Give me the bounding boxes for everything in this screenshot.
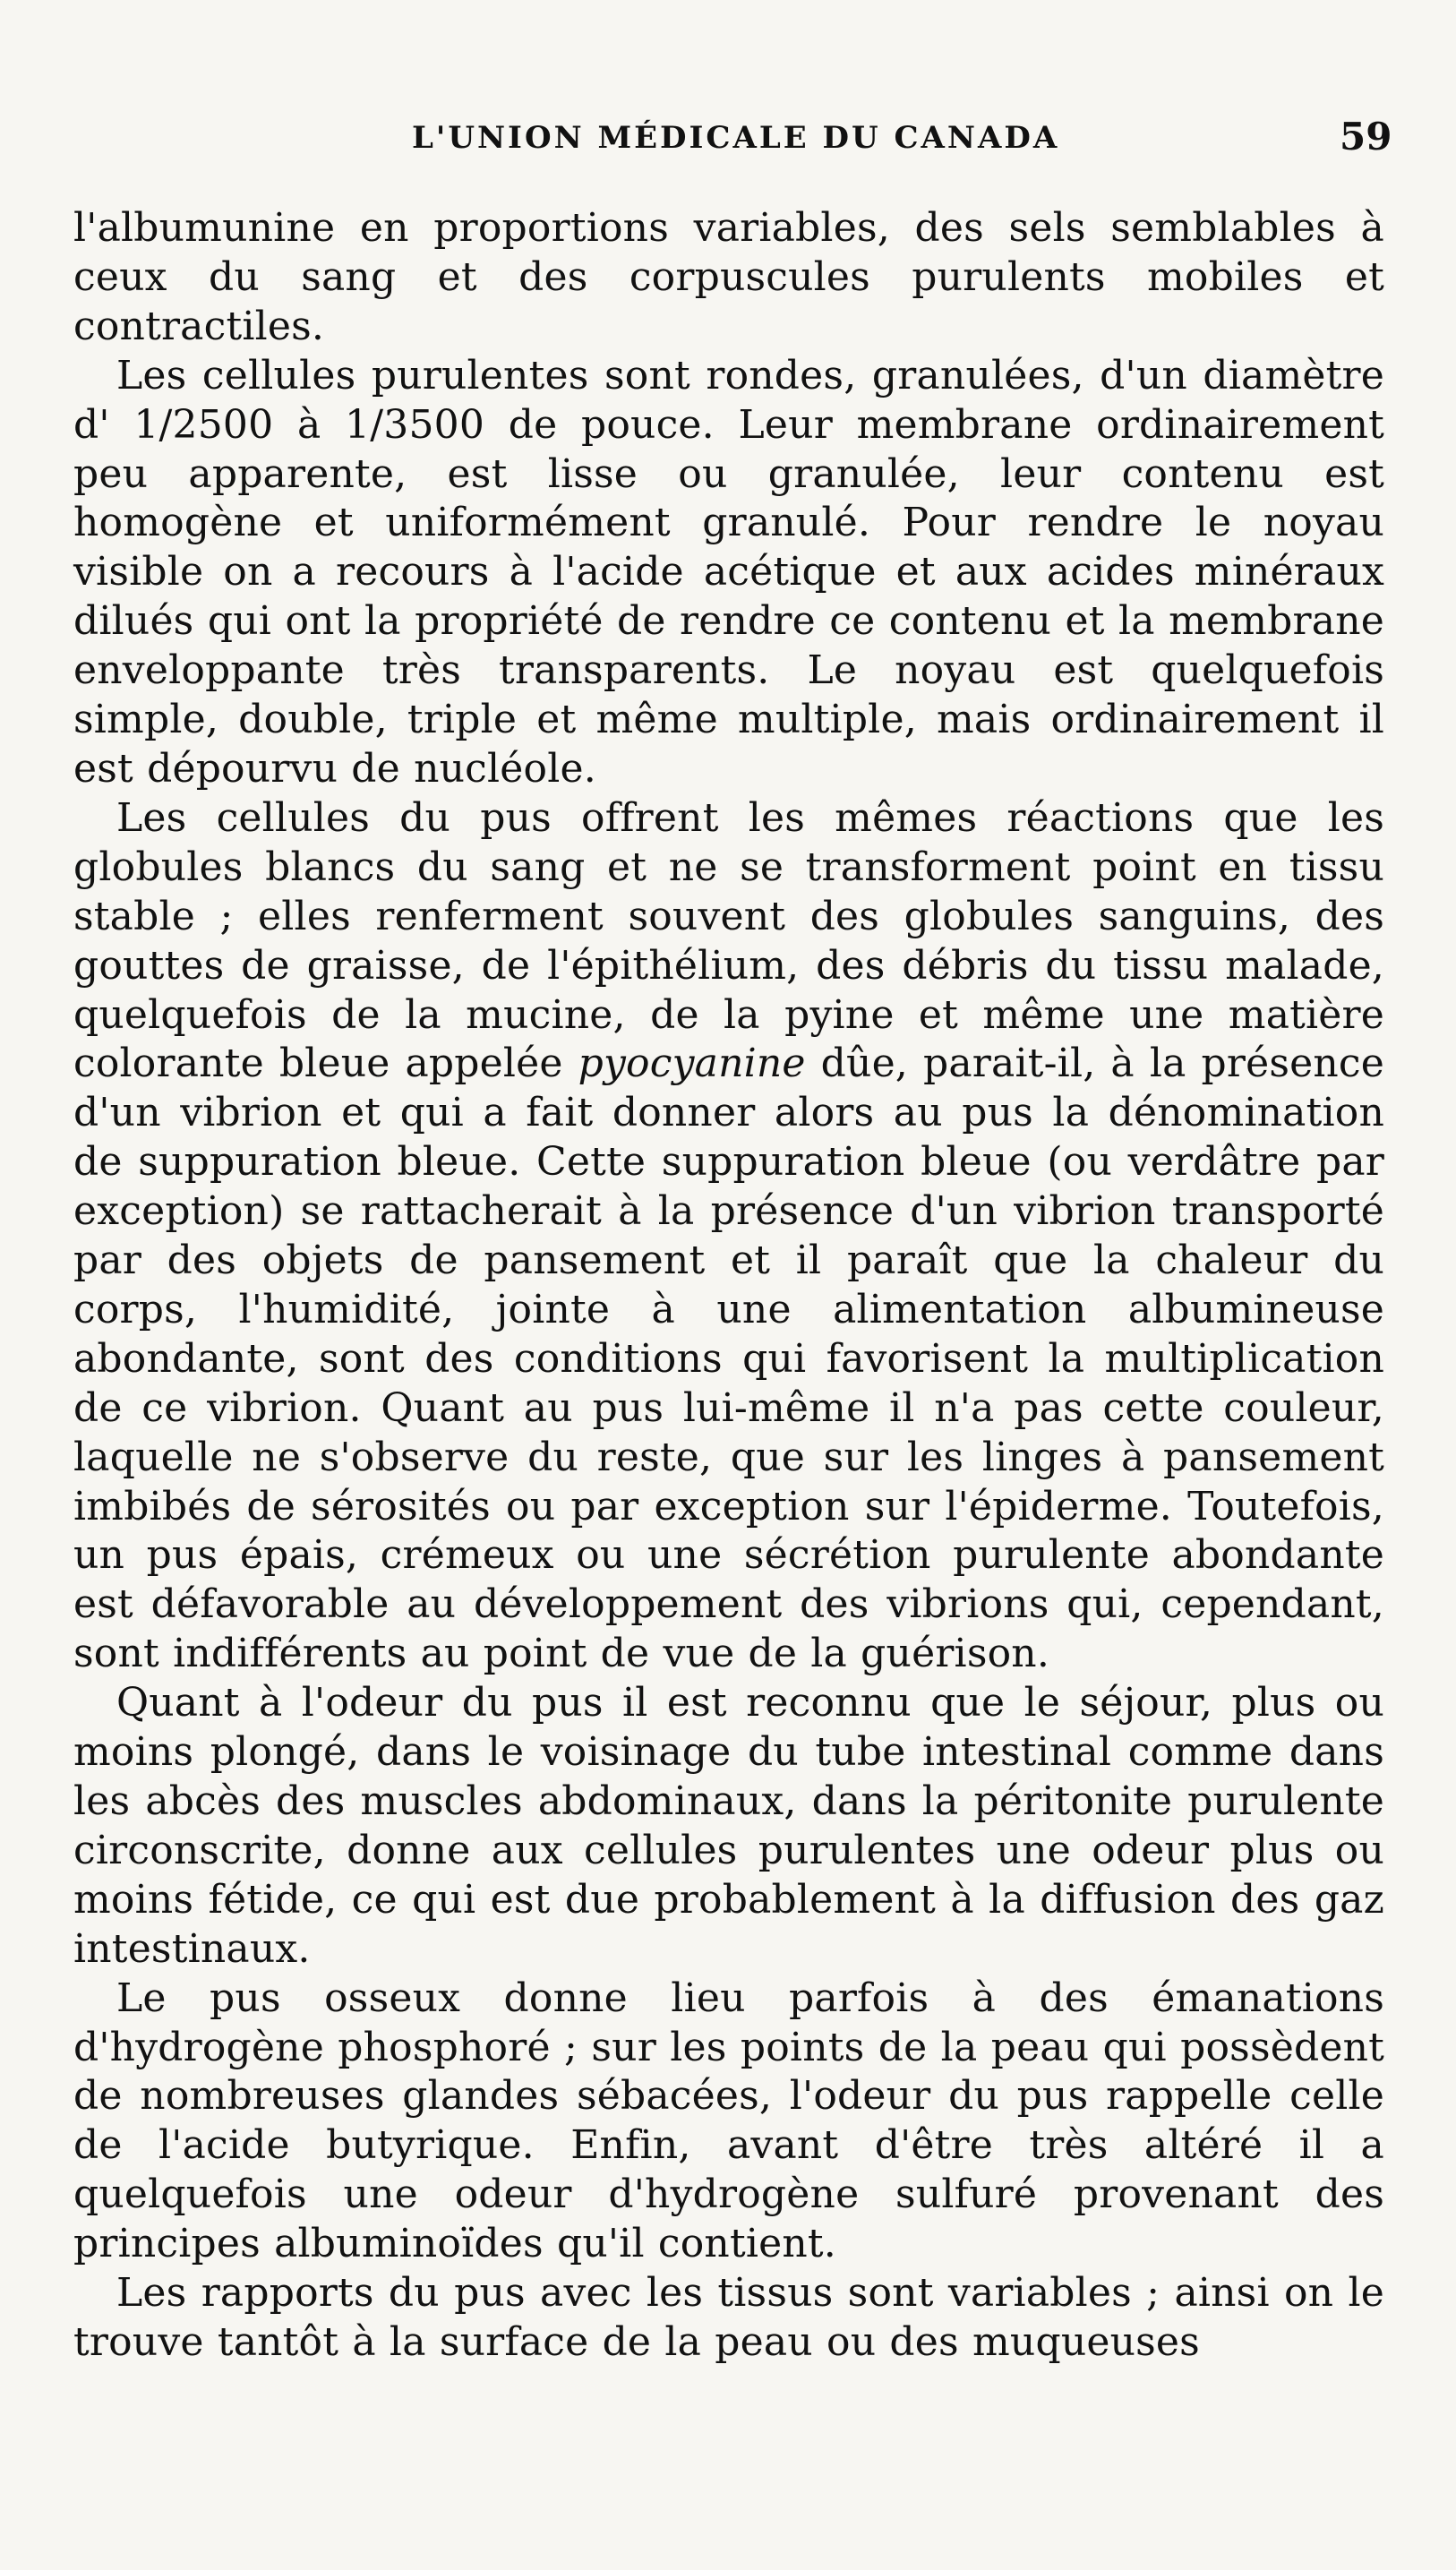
paragraph-reactions (73, 794, 1384, 1679)
paragraph-odor: Quant à l'odeur du pus il est reconnu que le séjour, plus ou moins plongé, dans le voisinage du tube intestinal comme dans les abcès des muscles abdominaux, dans la péritonite purulente circonscrite, donne aux cellules purulentes une odeur plus ou moins fétide, ce qui est due probablement à la diffusion des gaz intestinaux. (73, 1680, 1384, 1972)
paragraph-reactions-part1: Les cellules du pus offrent les mêmes réactions que les globules blancs du sang et ne se transforment point en tissu stable ; elles renferment souvent des globules sanguins, des gouttes de graisse, de l'épithélium, des débris du tissu malade, quelquefois de la mucine, de la pyine et même une matière colorante bleue appelée (73, 794, 1384, 1087)
page-header (0, 115, 1456, 168)
paragraph-pus-cells: Les cellules purulentes sont rondes, granulées, d'un diamètre d' 1/2500 à 1/3500 de pouce. Leur membrane ordinairement peu apparente, est lisse ou granulée, leur contenu est homogène et uniformément granulé. Pour rendre le noyau visible on a recours à l'acide acétique et aux acides minéraux dilués qui ont la propriété de rendre ce contenu et la membrane enveloppante très transparents. Le noyau est quelquefois simple, double, triple et même multiple, mais ordinairement il est dépourvu de nucléole. (73, 352, 1384, 792)
page-number: 59 (1340, 115, 1392, 158)
pyocyanine-term: pyocyanine (578, 1041, 806, 1087)
paragraph-bone-pus: Le pus osseux donne lieu parfois à des émanations d'hydrogène phosphoré ; sur les points de la peau qui possèdent de nombreuses glandes sébacées, l'odeur du pus rappelle celle de l'acide butyrique. Enfin, avant d'être très altéré il a quelquefois une odeur d'hydrogène sulfuré provenant des principes albuminoïdes qu'il contient. (73, 1975, 1384, 2267)
body-text (73, 204, 1384, 2368)
paragraph-continuation: l'albumunine en proportions variables, des sels semblables à ceux du sang et des corpuscules purulents mobiles et contractiles. (73, 205, 1384, 349)
running-title: L'UNION MÉDICALE DU CANADA (412, 120, 1060, 156)
paragraph-reactions-part2: dûe, parait-il, à la présence d'un vibrion et qui a fait donner alors au pus la dénomination de suppuration bleue. Cette suppuration bleue (ou verdâtre par exception) se rattacherait à la présence d'un vibrion transporté par des objets de pansement et il paraît que la chaleur du corps, l'humidité, jointe à une alimentation albumineuse abondante, sont des conditions qui favorisent la multiplication de ce vibrion. Quant au pus lui-même il n'a pas cette couleur, laquelle ne s'observe du reste, que sur les linges à pansement imbibés de sérosités ou par exception sur l'épiderme. Toutefois, un pus épais, crémeux ou une sécrétion purulente abondante est défavorable au développement des vibrions qui, cependant, sont indifférents au point de vue de la guérison. (73, 1041, 1385, 1677)
paragraph-tissue-relations: Les rapports du pus avec les tissus sont variables ; ainsi on le trouve tantôt à la surface de la peau ou des muqueuses (73, 2270, 1384, 2365)
